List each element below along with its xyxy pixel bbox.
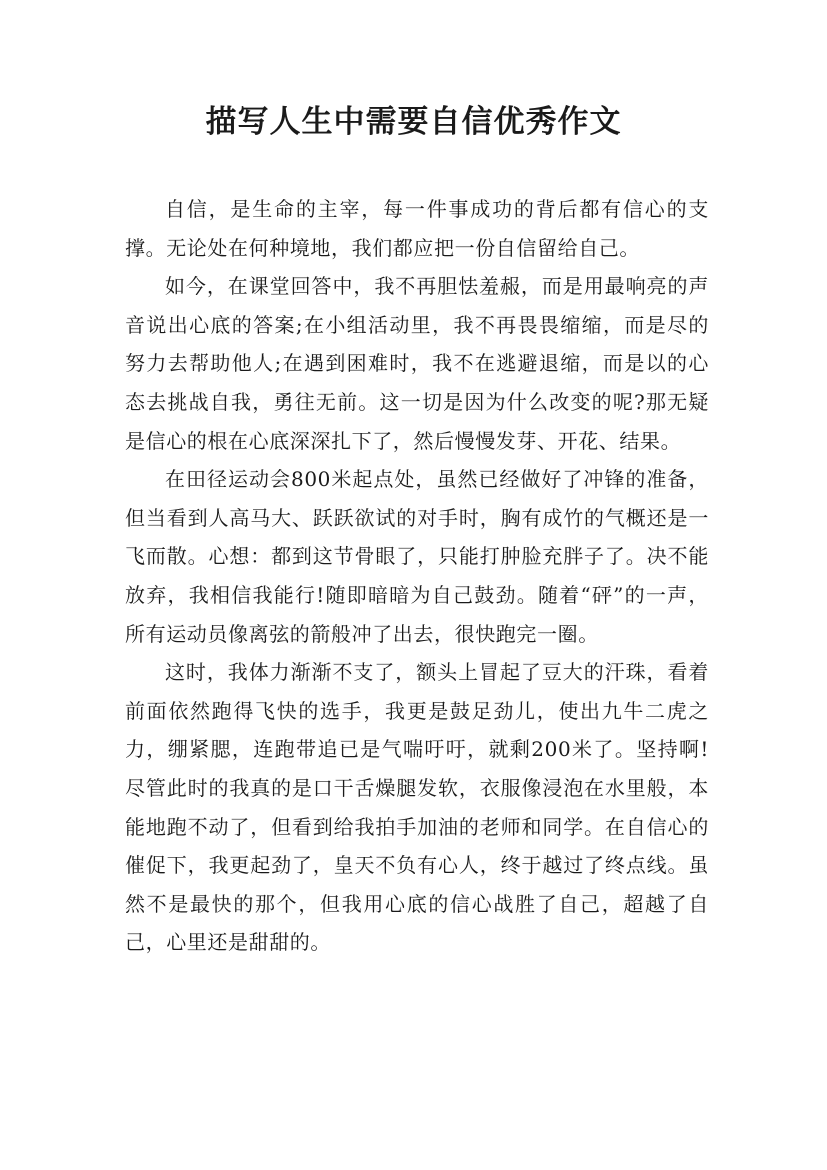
- paragraph-2: 如今，在课堂回答中，我不再胆怯羞赧，而是用最响亮的声音说出心底的答案;在小组活动里，我不再畏畏缩缩，而是尽的努力去帮助他人;在遇到困难时，我不在逃避退缩，而是以的心态去挑战自我，勇往无前。这一切是因为什么改变的呢?那无疑是信心的根在心底深深扎下了，然后慢慢发芽、开花、结果。: [125, 274, 709, 453]
- paragraph-4: 这时，我体力渐渐不支了，额头上冒起了豆大的汗珠，看着前面依然跑得飞快的选手，我更是鼓足劲儿，使出九牛二虎之力，绷紧腮，连跑带追已是气喘吁吁，就剩200米了。坚持啊!尽管此时的我真的是口干舌燥腿发软，衣服像浸泡在水里般，本能地跑不动了，但看到给我拍手加油的老师和同学。在自信心的催促下，我更起劲了，皇天不负有心人，终于越过了终点线。虽然不是最快的那个，但我用心底的信心战胜了自己，超越了自己，心里还是甜甜的。: [125, 660, 709, 955]
- paragraph-1: 自信，是生命的主宰，每一件事成功的背后都有信心的支撑。无论处在何种境地，我们都应把一份自信留给自己。: [125, 197, 709, 260]
- paragraph-3: 在田径运动会800米起点处，虽然已经做好了冲锋的准备，但当看到人高马大、跃跃欲试的对手时，胸有成竹的气概还是一飞而散。心想：都到这节骨眼了，只能打肿脸充胖子了。决不能放弃，我相信我能行!随即暗暗为自己鼓劲。随着“砰”的一声，所有运动员像离弦的箭般冲了出去，很快跑完一圈。: [125, 467, 709, 646]
- document-body: [125, 190, 709, 962]
- document-title: 描写人生中需要自信优秀作文: [205, 104, 622, 140]
